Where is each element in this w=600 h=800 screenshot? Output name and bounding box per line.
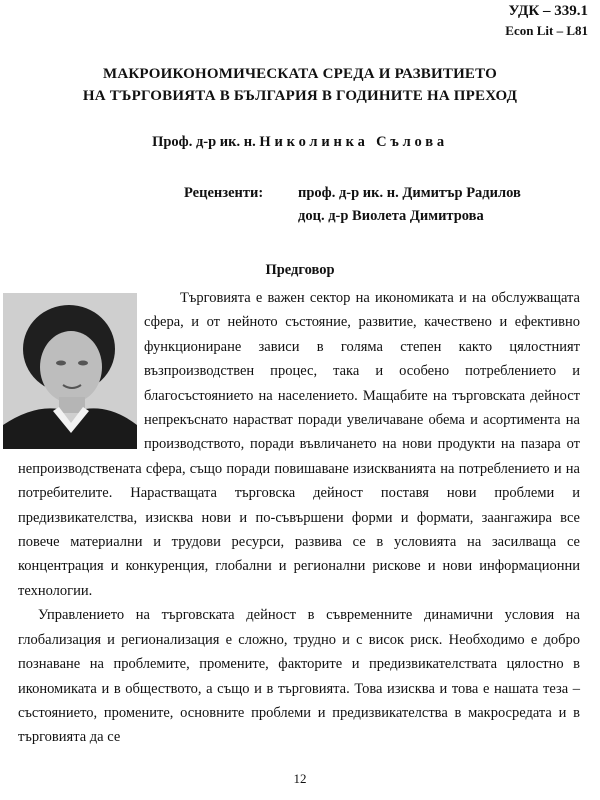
preface-paragraph-1: Търговията е важен сектор на икономиката и на обслужващата сфера, и от нейното състояние, развитие, качествено и ефективно функциониране зависи в голяма степен както цялостният възпроизводствен процес, така и особено потреблението и благосъстоянието на населението. Мащабите на търговската дейност непрекъснато нарастват поради увеличаване обема и асортимента на производството, поради въвличането на нови продукти на пазара от непроизводствената сфера, също поради повишаване изискванията на потреблението и на потребителите. Нарастващата търговска дейност поставя нови проблеми и предизвикателства, изисква нови и по-съвършени форми и формати, заангажира все повече материални и трудови ресурси, развива се в условията на засилваща се концентрация и конкуренция, глобални и регионални рискове и нови информационни технологии.	[18, 290, 580, 599]
title-line-1: МАКРОИКОНОМИЧЕСКАТА СРЕДА И РАЗВИТИЕТО	[102, 66, 498, 82]
reviewer-2: доц. д-р Виолета Димитрова	[298, 208, 484, 225]
author-degree: Проф. д-р ик. н.	[152, 134, 256, 150]
udk-code: УДК – 339.1	[508, 3, 588, 19]
preface-body	[18, 286, 580, 750]
preface-heading: Предговор	[265, 262, 335, 278]
page-number: 12	[293, 771, 307, 786]
reviewers-label: Рецензенти:	[184, 185, 264, 201]
photo-spacer	[18, 286, 144, 448]
reviewer-1: проф. д-р ик. н. Димитър Радилов	[298, 185, 521, 201]
title-line-2: НА ТЪРГОВИЯТА В БЪЛГАРИЯ В ГОДИНИТЕ НА ПРЕХОД	[82, 87, 518, 104]
classification-codes	[505, 2, 588, 39]
author-name: Николинка Сълова	[259, 134, 448, 150]
author-line	[0, 134, 600, 151]
preface-paragraph-2: Управлението на търговската дейност в съвременните динамични условия на глобализация и регионализация е сложно, трудно и с висок риск. Необходимо е добро познаване на проблемите, промените, факторите и предизвикателствата цялостно в икономиката и в обществото, а също и в търговията. Това изисква и това е нашата теза – състоянието, промените, основните проблеми и предизвикателства в макросредата и в търговията да се	[18, 607, 580, 746]
article-title	[20, 64, 580, 108]
reviewers-block	[184, 182, 521, 228]
econ-lit-code: Econ Lit – L81	[505, 22, 588, 38]
